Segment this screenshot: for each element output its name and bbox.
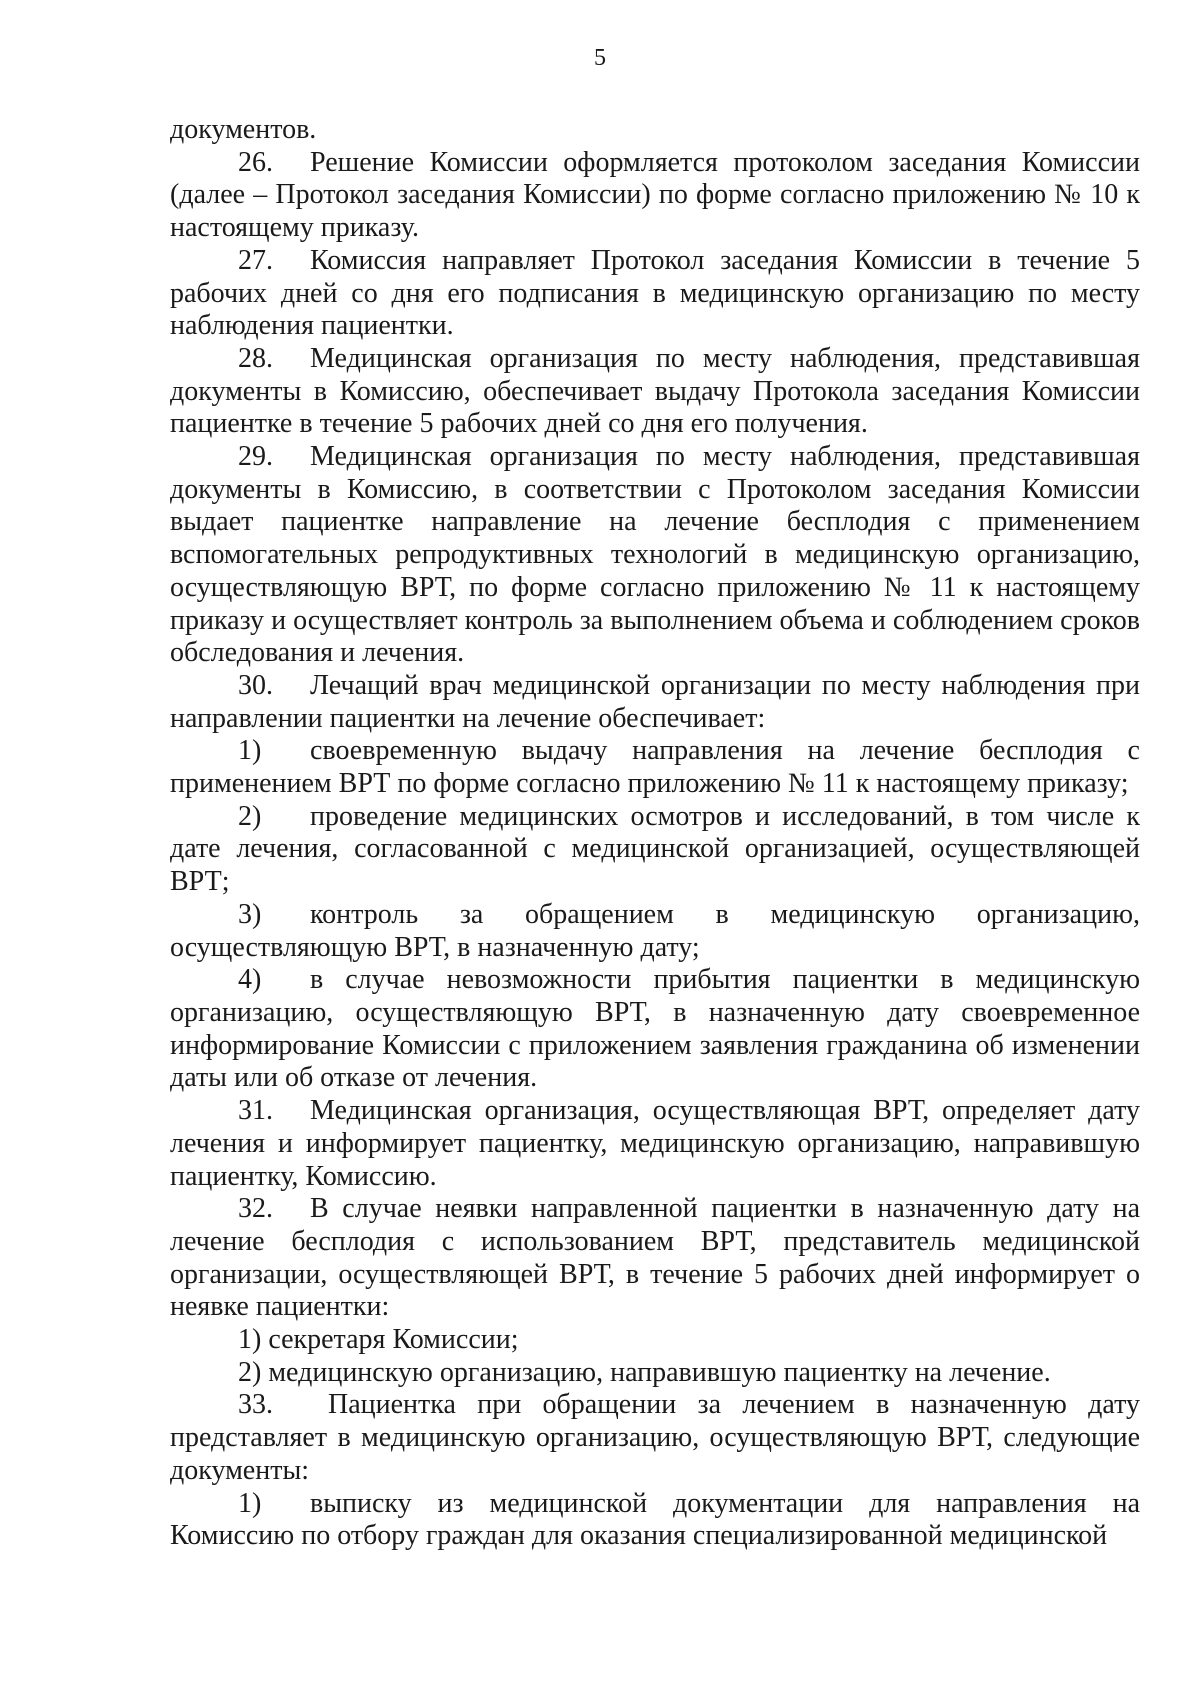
list-item-text: в случае невозможности прибытия пациентки в медицинскую организацию, осуществляющую ВРТ, в назначенную дату своевременное информирование Комиссии с приложением заявления гражданина об изменении даты или об отказе от лечения. xyxy=(170,964,1140,1094)
paragraph-29 xyxy=(170,441,1140,670)
paragraph-text: Лечащий врач медицинской организации по месту наблюдения при направлении пациентки на лечение обеспечивает: xyxy=(170,669,1140,734)
paragraph-text: В случае неявки направленной пациентки в назначенную дату на лечение бесплодия с использованием ВРТ, представитель медицинской организации, осуществляющей ВРТ, в течение 5 рабочих дней информирует о неявке пациентки: xyxy=(170,1193,1140,1323)
paragraph-number: 30. xyxy=(238,669,273,701)
paragraph-31 xyxy=(170,1095,1140,1193)
paragraph-text: Решение Комиссии оформляется протоколом заседания Комиссии (далее – Протокол заседания Комиссии) по форме согласно приложению № 10 к настоящему приказу. xyxy=(170,146,1140,244)
paragraph-27 xyxy=(170,245,1140,343)
list-item-number: 1) xyxy=(238,735,262,767)
paragraph-number: 28. xyxy=(238,342,273,374)
paragraph-number: 26. xyxy=(238,146,273,178)
list-item-text: выписку из медицинской документации для направления на Комиссию по отбору граждан для оказания специализированной медицинской xyxy=(170,1487,1140,1552)
list-item-number: 2) xyxy=(238,800,262,832)
list-item-33-1 xyxy=(170,1488,1140,1553)
paragraph-text: Медицинская организация по месту наблюдения, представившая документы в Комиссию, в соответствии с Протоколом заседания Комиссии выдает пациентке направление на лечение бесплодия с применением вспомогательных репродуктивных технологий в медицинскую организацию, осуществляющую ВРТ, по форме согласно приложению № 11 к настоящему приказу и осуществляет контроль за выполнением объема и соблюдением сроков обследования и лечения. xyxy=(170,441,1140,669)
paragraph-number: 32. xyxy=(238,1193,273,1225)
paragraph-text: Медицинская организация, осуществляющая ВРТ, определяет дату лечения и информирует пациентку, медицинскую организацию, направившую пациентку, Комиссию. xyxy=(170,1095,1140,1192)
paragraph-text: Медицинская организация по месту наблюдения, представившая документы в Комиссию, обеспечивает выдачу Протокола заседания Комиссии пациентке в течение 5 рабочих дней со дня его получения. xyxy=(170,342,1140,440)
list-item-30-1 xyxy=(170,735,1140,800)
list-item-text: 1) секретаря Комиссии; xyxy=(238,1324,519,1356)
paragraph-text: Комиссия направляет Протокол заседания Комиссии в течение 5 рабочих дней со дня его подписания в медицинскую организацию по месту наблюдения пациентки. xyxy=(170,244,1140,342)
paragraph-text: документов. xyxy=(170,114,317,145)
list-item-30-3 xyxy=(170,899,1140,964)
paragraph-number: 33. xyxy=(238,1389,273,1421)
paragraph-26 xyxy=(170,147,1140,245)
list-item-text: 2) медицинскую организацию, направившую пациентку на лечение. xyxy=(238,1356,1051,1388)
list-item-text: контроль за обращением в медицинскую организацию, осуществляющую ВРТ, в назначенную дату; xyxy=(170,898,1140,963)
list-item-32-2 xyxy=(170,1357,1140,1390)
list-item-number: 3) xyxy=(238,898,262,930)
paragraph-30 xyxy=(170,670,1140,735)
list-item-30-4 xyxy=(170,964,1140,1095)
paragraph-number: 27. xyxy=(238,244,273,276)
paragraph-number: 31. xyxy=(238,1095,273,1127)
paragraph-text: Пациентка при обращении за лечением в назначенную дату представляет в медицинскую организацию, осуществляющую ВРТ, следующие документы: xyxy=(170,1389,1140,1486)
page-number: 5 xyxy=(594,45,606,71)
paragraph-28 xyxy=(170,343,1140,441)
paragraph-continuation xyxy=(170,114,1140,147)
document-body xyxy=(170,114,1140,1553)
list-item-number: 4) xyxy=(238,964,262,996)
paragraph-33 xyxy=(170,1389,1140,1487)
list-item-text: проведение медицинских осмотров и исследований, в том числе к дате лечения, согласованной с медицинской организацией, осуществляющей ВРТ; xyxy=(170,800,1140,898)
paragraph-number: 29. xyxy=(238,441,273,473)
paragraph-32 xyxy=(170,1193,1140,1324)
list-item-number: 1) xyxy=(238,1487,262,1519)
list-item-32-1 xyxy=(170,1324,1140,1357)
list-item-30-2 xyxy=(170,801,1140,899)
list-item-text: своевременную выдачу направления на лечение бесплодия с применением ВРТ по форме согласно приложению № 11 к настоящему приказу; xyxy=(170,735,1140,800)
